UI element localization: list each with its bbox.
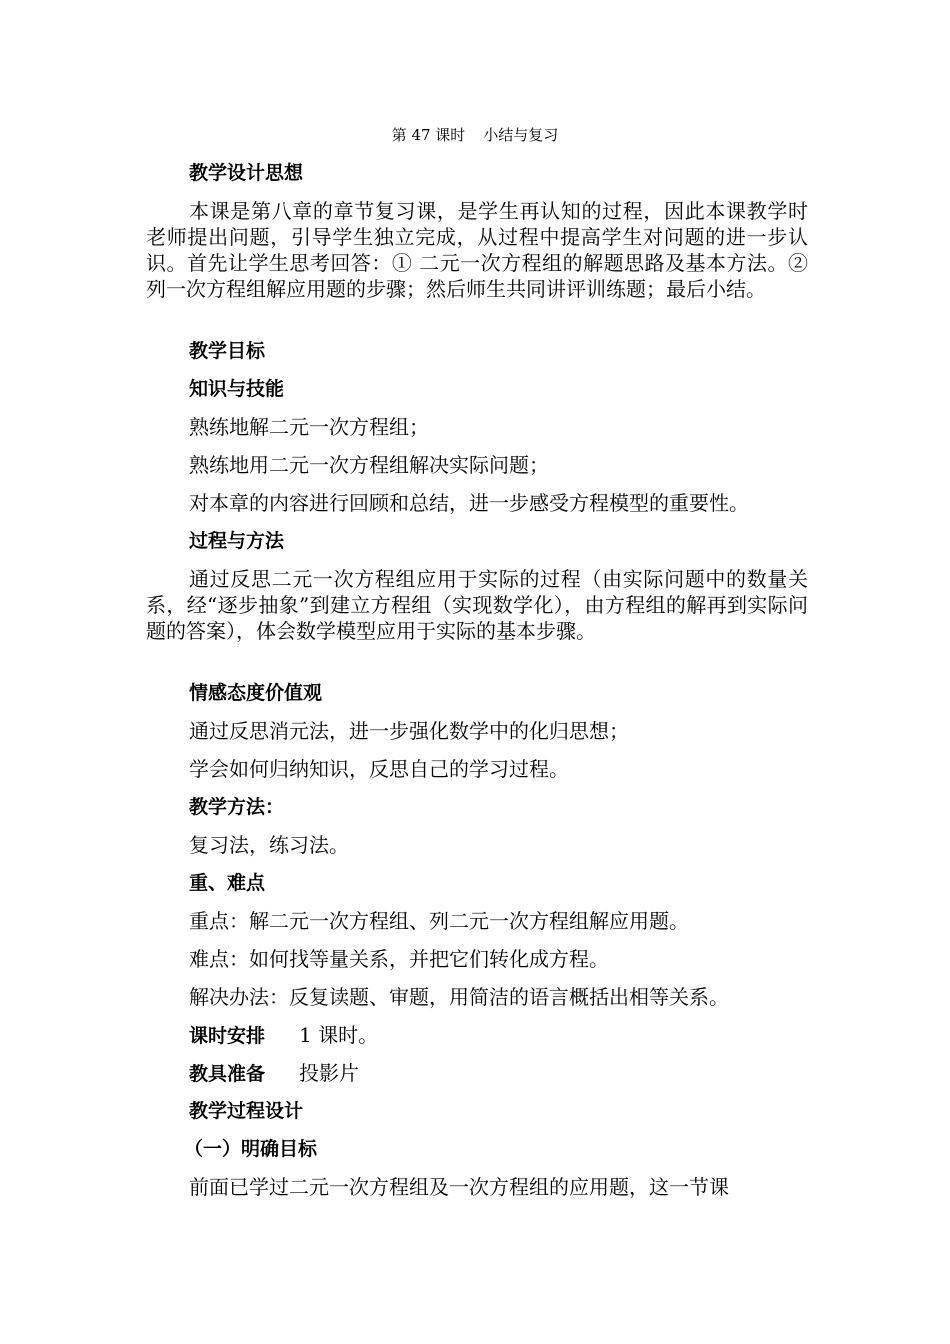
knowledge-item: 对本章的内容进行回顾和总结，进一步感受方程模型的重要性。 <box>189 491 749 515</box>
step1-text: 前面已学过二元一次方程组及一次方程组的应用题，这一节课 <box>189 1175 729 1199</box>
method-heading: 教学方法： <box>189 796 285 818</box>
process-heading: 过程与方法 <box>189 530 285 552</box>
procedure-heading: 教学过程设计 <box>189 1100 304 1122</box>
schedule-row <box>189 1022 378 1049</box>
keypoint-item: 解决办法：反复读题、审题，用简洁的语言概括出相等关系。 <box>189 985 729 1009</box>
schedule-label: 课时安排 <box>189 1025 266 1047</box>
design-heading: 教学设计思想 <box>189 162 304 184</box>
lesson-title <box>0 124 950 146</box>
emotion-item: 学会如何归纳知识，反思自己的学习过程。 <box>189 757 569 781</box>
emotion-heading: 情感态度价值观 <box>189 682 323 704</box>
schedule-value: 1 课时。 <box>299 1023 379 1047</box>
keypoint-item: 重点：解二元一次方程组、列二元一次方程组解应用题。 <box>189 909 689 933</box>
tools-row <box>189 1060 359 1087</box>
knowledge-item: 熟练地解二元一次方程组； <box>189 415 429 439</box>
process-paragraph: 通过反思二元一次方程组应用于实际的过程（由实际问题中的数量关系，经“逐步抽象”到建立方程组（实现数学化），由方程组的解再到实际问题的答案），体会数学模型应用于实际的基本步骤。 <box>146 567 808 643</box>
lesson-number: 第 47 课时 <box>391 126 466 144</box>
tools-label: 教具准备 <box>189 1063 266 1085</box>
knowledge-item: 熟练地用二元一次方程组解决实际问题； <box>189 453 549 477</box>
keypoint-item: 难点：如何找等量关系，并把它们转化成方程。 <box>189 947 609 971</box>
design-paragraph: 本课是第八章的章节复习课，是学生再认知的过程，因此本课教学时老师提出问题，引导学生独立完成，从过程中提高学生对问题的进一步认识。首先让学生思考回答：① 二元一次方程组的解题思路及基本方法。② 列一次方程组解应用题的步骤；然后师生共同讲评训练题；最后小结。 <box>146 199 808 301</box>
emotion-item: 通过反思消元法，进一步强化数学中的化归思想； <box>189 719 629 743</box>
keypoints-heading: 重、难点 <box>189 872 266 894</box>
lesson-topic: 小结与复习 <box>483 126 559 144</box>
tools-value: 投影片 <box>299 1061 360 1085</box>
knowledge-heading: 知识与技能 <box>189 378 285 400</box>
step1-heading: （一）明确目标 <box>184 1138 318 1160</box>
method-text: 复习法，练习法。 <box>189 833 349 857</box>
goals-heading: 教学目标 <box>189 340 266 362</box>
